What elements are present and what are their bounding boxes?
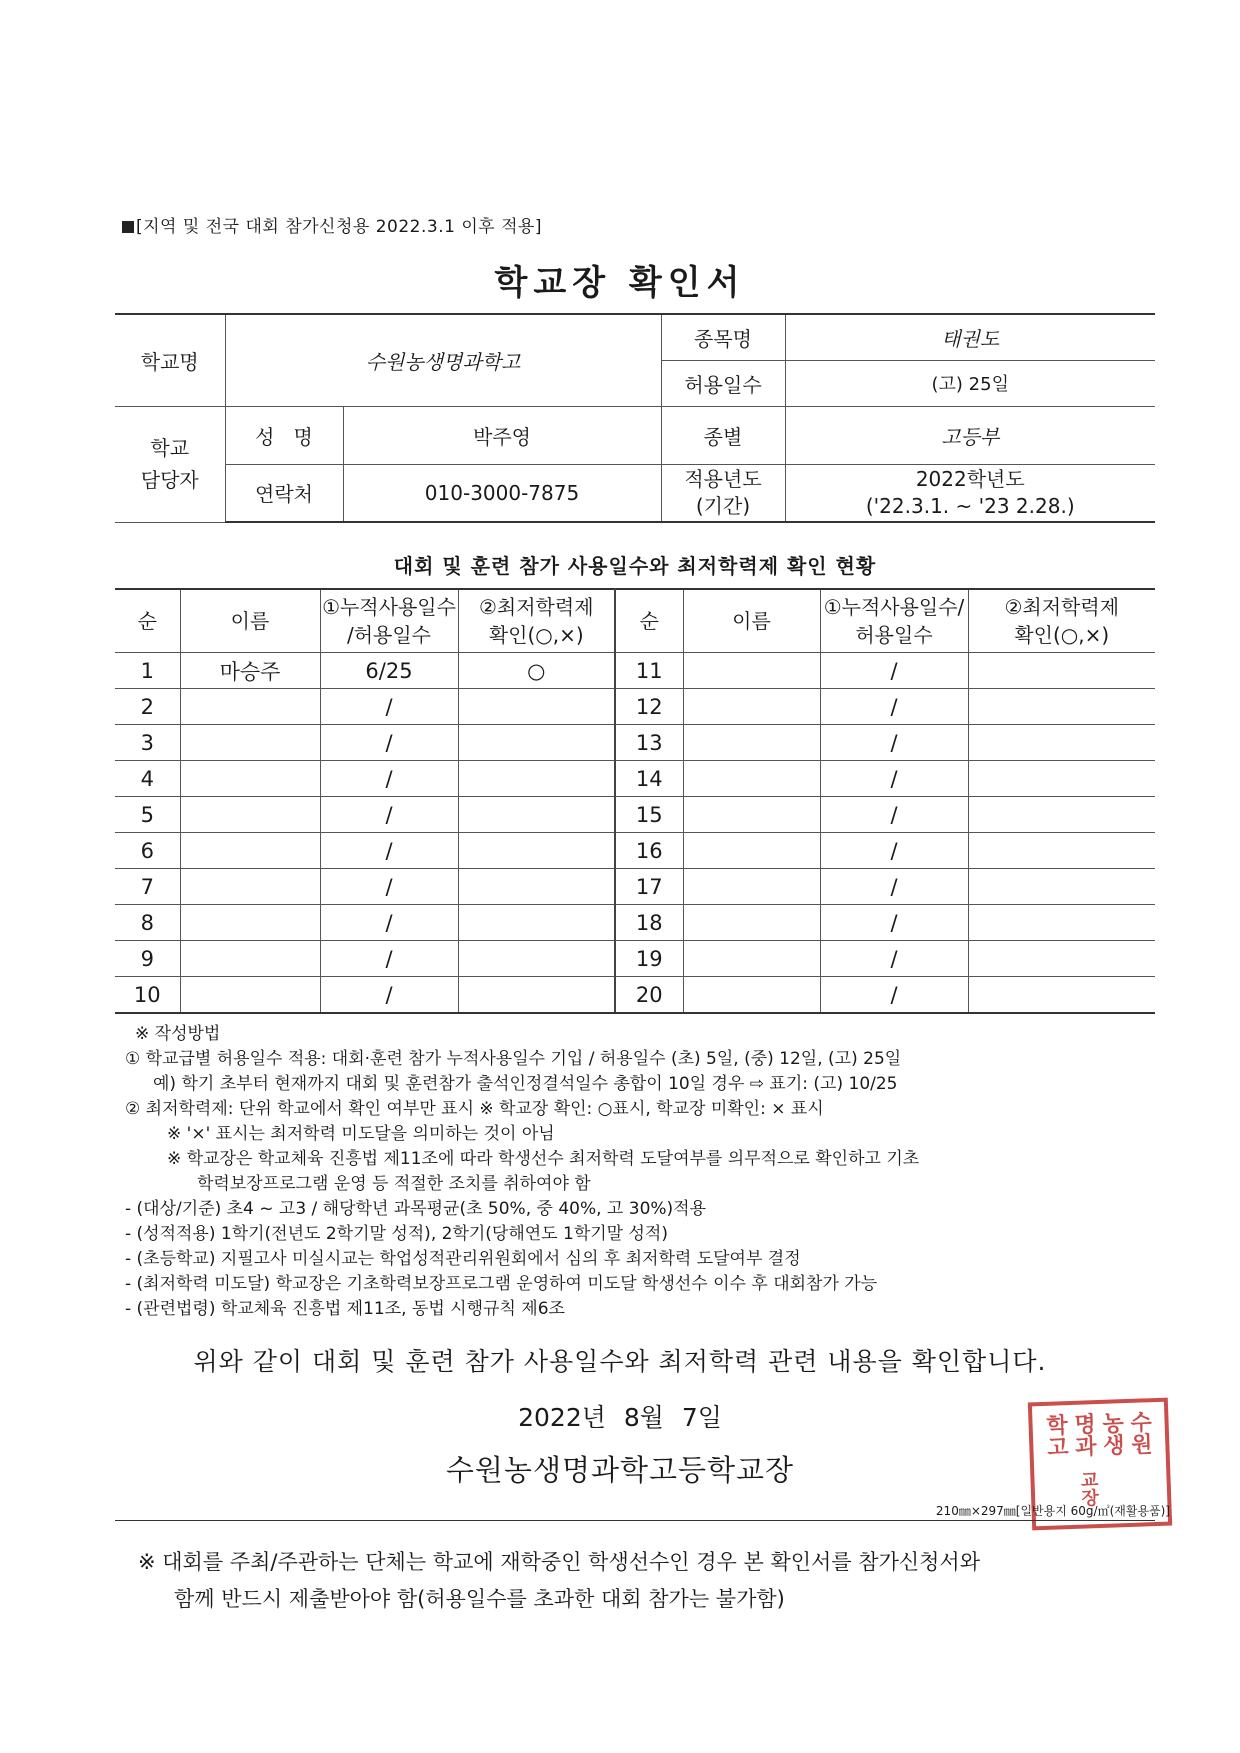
detail-2: - (성적적용) 1학기(전년도 2학기말 성적), 2학기(당해연도 1학기말 성적) <box>125 1224 668 1244</box>
row-number: 7 <box>115 869 180 905</box>
principal-title: 수원농생명과학고등학교장 <box>445 1453 795 1487</box>
col-header-days: ①누적사용일수 /허용일수 <box>320 589 458 653</box>
confirmation-statement: 위와 같이 대회 및 훈련 참가 사용일수와 최저학력 관련 내용을 확인합니다. <box>193 1347 1047 1376</box>
col-header-no: 순 <box>115 589 180 653</box>
row-number: 14 <box>615 761 683 797</box>
min-academic-check <box>458 797 615 833</box>
note-2: ② 최저학력제: 단위 학교에서 확인 여부만 표시 ※ 학교장 확인: ○표시, 학교장 미확인: × 표시 <box>125 1099 824 1119</box>
confirmation-date: 2022년 8월 7일 <box>518 1403 722 1432</box>
cumulative-days: / <box>820 725 968 761</box>
detail-4: - (최저학력 미도달) 학교장은 기초학력보장프로그램 운영하여 미도달 학생선수 이수 후 대회참가 가능 <box>125 1274 878 1294</box>
divider <box>115 1520 1155 1521</box>
school-name-value: 수원농생명과학고 <box>225 314 661 406</box>
detail-5: - (관련법령) 학교체육 진흥법 제11조, 동법 시행규칙 제6조 <box>125 1299 565 1319</box>
cumulative-days: / <box>320 977 458 1014</box>
table-row <box>115 653 1155 689</box>
row-number: 4 <box>115 761 180 797</box>
min-academic-check: ○ <box>458 653 615 689</box>
col-header-name: 이름 <box>683 589 820 653</box>
min-academic-check <box>968 941 1155 977</box>
period-value: 2022학년도 ('22.3.1. ~ '23 2.28.) <box>785 464 1155 522</box>
student-name <box>180 761 320 797</box>
detail-3: - (초등학교) 지필고사 미실시교는 학업성적관리위원회에서 심의 후 최저학력 도달여부 결정 <box>125 1249 801 1269</box>
min-academic-check <box>968 833 1155 869</box>
school-name-label: 학교명 <box>115 314 225 406</box>
min-academic-check <box>458 905 615 941</box>
col-header-check: ②최저학력제 확인(○,×) <box>458 589 615 653</box>
student-name <box>180 797 320 833</box>
min-academic-check <box>968 905 1155 941</box>
student-name <box>180 905 320 941</box>
min-academic-check <box>458 833 615 869</box>
paper-spec: 210㎜×297㎜[일반용지 60g/㎡(재활용품)] <box>935 1504 1170 1518</box>
cumulative-days: / <box>320 833 458 869</box>
student-name <box>180 869 320 905</box>
student-name <box>683 869 820 905</box>
min-academic-check <box>458 725 615 761</box>
cumulative-days: / <box>820 833 968 869</box>
row-number: 15 <box>615 797 683 833</box>
school-info-table <box>115 313 1155 523</box>
min-academic-check <box>968 977 1155 1014</box>
form-applicability-tag: [지역 및 전국 대회 참가신청용 2022.3.1 이후 적용] <box>122 212 542 237</box>
cumulative-days: 6/25 <box>320 653 458 689</box>
student-name <box>180 725 320 761</box>
cumulative-days: / <box>320 797 458 833</box>
min-academic-check <box>968 689 1155 725</box>
row-number: 20 <box>615 977 683 1014</box>
participation-table <box>115 588 1155 1014</box>
cumulative-days: / <box>320 869 458 905</box>
min-academic-check <box>968 797 1155 833</box>
allowed-days-value: (고) 25일 <box>785 360 1155 406</box>
sport-value: 태권도 <box>785 314 1155 360</box>
period-label: 적용년도 (기간) <box>661 464 785 522</box>
student-name <box>683 905 820 941</box>
name-value: 박주영 <box>343 406 661 464</box>
table-row <box>115 905 1155 941</box>
category-label: 종별 <box>661 406 785 464</box>
table-row <box>115 941 1155 977</box>
row-number: 8 <box>115 905 180 941</box>
row-number: 17 <box>615 869 683 905</box>
min-academic-check <box>968 653 1155 689</box>
row-number: 5 <box>115 797 180 833</box>
cumulative-days: / <box>320 761 458 797</box>
row-number: 6 <box>115 833 180 869</box>
row-number: 2 <box>115 689 180 725</box>
col-header-name: 이름 <box>180 589 320 653</box>
cumulative-days: / <box>320 905 458 941</box>
student-name <box>683 797 820 833</box>
table-row <box>115 833 1155 869</box>
note-1-example: 예) 학기 초부터 현재까지 대회 및 훈련참가 출석인정결석일수 총합이 10일 경우 ⇨ 표기: (고) 10/25 <box>153 1074 898 1094</box>
row-number: 13 <box>615 725 683 761</box>
allowed-days-label: 허용일수 <box>661 360 785 406</box>
min-academic-check <box>458 689 615 725</box>
table-row <box>115 869 1155 905</box>
footnote-line-2: 함께 반드시 제출받아야 함(허용일수를 초과한 대회 참가는 불가함) <box>174 1587 785 1611</box>
min-academic-check <box>968 725 1155 761</box>
name-label: 성 명 <box>225 406 343 464</box>
min-academic-check <box>968 869 1155 905</box>
student-name <box>180 689 320 725</box>
row-number: 12 <box>615 689 683 725</box>
col-header-check: ②최저학력제 확인(○,×) <box>968 589 1155 653</box>
footnote-line-1: ※ 대회를 주최/주관하는 단체는 학교에 재학중인 학생선수인 경우 본 확인서를 참가신청서와 <box>138 1550 981 1574</box>
row-number: 1 <box>115 653 180 689</box>
contact-label: 연락처 <box>225 464 343 522</box>
student-name <box>683 941 820 977</box>
row-number: 3 <box>115 725 180 761</box>
category-value: 고등부 <box>785 406 1155 464</box>
row-number: 16 <box>615 833 683 869</box>
col-header-no: 순 <box>615 589 683 653</box>
table-row <box>115 761 1155 797</box>
row-number: 9 <box>115 941 180 977</box>
note-2-a: ※ '×' 표시는 최저학력 미도달을 의미하는 것이 아님 <box>167 1124 555 1144</box>
cumulative-days: / <box>320 941 458 977</box>
min-academic-check <box>458 761 615 797</box>
student-name <box>180 833 320 869</box>
cumulative-days: / <box>320 725 458 761</box>
manager-label: 학교 담당자 <box>115 406 225 522</box>
cumulative-days: / <box>320 689 458 725</box>
min-academic-check <box>458 941 615 977</box>
col-header-days: ①누적사용일수/ 허용일수 <box>820 589 968 653</box>
student-name: 마승주 <box>180 653 320 689</box>
note-2-b-cont: 학력보장프로그램 운영 등 적절한 조치를 취하여야 함 <box>197 1174 591 1194</box>
contact-value: 010-3000-7875 <box>343 464 661 522</box>
sport-label: 종목명 <box>661 314 785 360</box>
notes-heading: ※ 작성방법 <box>135 1024 221 1044</box>
min-academic-check <box>458 977 615 1014</box>
table-row <box>115 977 1155 1014</box>
table-row <box>115 725 1155 761</box>
min-academic-check <box>968 761 1155 797</box>
writing-instructions <box>125 1022 1165 1322</box>
note-1: ① 학교급별 허용일수 적용: 대회·훈련 참가 누적사용일수 기입 / 허용일수 (초) 5일, (중) 12일, (고) 25일 <box>125 1049 902 1069</box>
cumulative-days: / <box>820 653 968 689</box>
table-row <box>115 797 1155 833</box>
note-2-b: ※ 학교장은 학교체육 진흥법 제11조에 따라 학생선수 최저학력 도달여부를 의무적으로 확인하고 기초 <box>167 1149 920 1169</box>
cumulative-days: / <box>820 905 968 941</box>
student-name <box>180 941 320 977</box>
min-academic-check <box>458 869 615 905</box>
square-bullet-icon <box>122 221 134 233</box>
student-name <box>683 977 820 1014</box>
table-row <box>115 689 1155 725</box>
student-name <box>683 833 820 869</box>
official-seal: 수원 농생 명과 학고 교장 <box>1028 1398 1172 1531</box>
student-name <box>683 689 820 725</box>
row-number: 18 <box>615 905 683 941</box>
row-number: 10 <box>115 977 180 1014</box>
cumulative-days: / <box>820 977 968 1014</box>
row-number: 19 <box>615 941 683 977</box>
cumulative-days: / <box>820 869 968 905</box>
row-number: 11 <box>615 653 683 689</box>
section-title: 대회 및 훈련 참가 사용일수와 최저학력제 확인 현황 <box>393 554 877 578</box>
student-name <box>683 761 820 797</box>
student-name <box>683 653 820 689</box>
detail-1: - (대상/기준) 초4 ~ 고3 / 해당학년 과목평균(초 50%, 중 40%, 고 30%)적용 <box>125 1199 707 1219</box>
cumulative-days: / <box>820 797 968 833</box>
cumulative-days: / <box>820 761 968 797</box>
student-name <box>180 977 320 1014</box>
student-name <box>683 725 820 761</box>
cumulative-days: / <box>820 941 968 977</box>
submission-footnote <box>138 1544 1138 1618</box>
document-title: 학교장 확인서 <box>494 263 746 303</box>
table-header-row <box>115 589 1155 653</box>
cumulative-days: / <box>820 689 968 725</box>
